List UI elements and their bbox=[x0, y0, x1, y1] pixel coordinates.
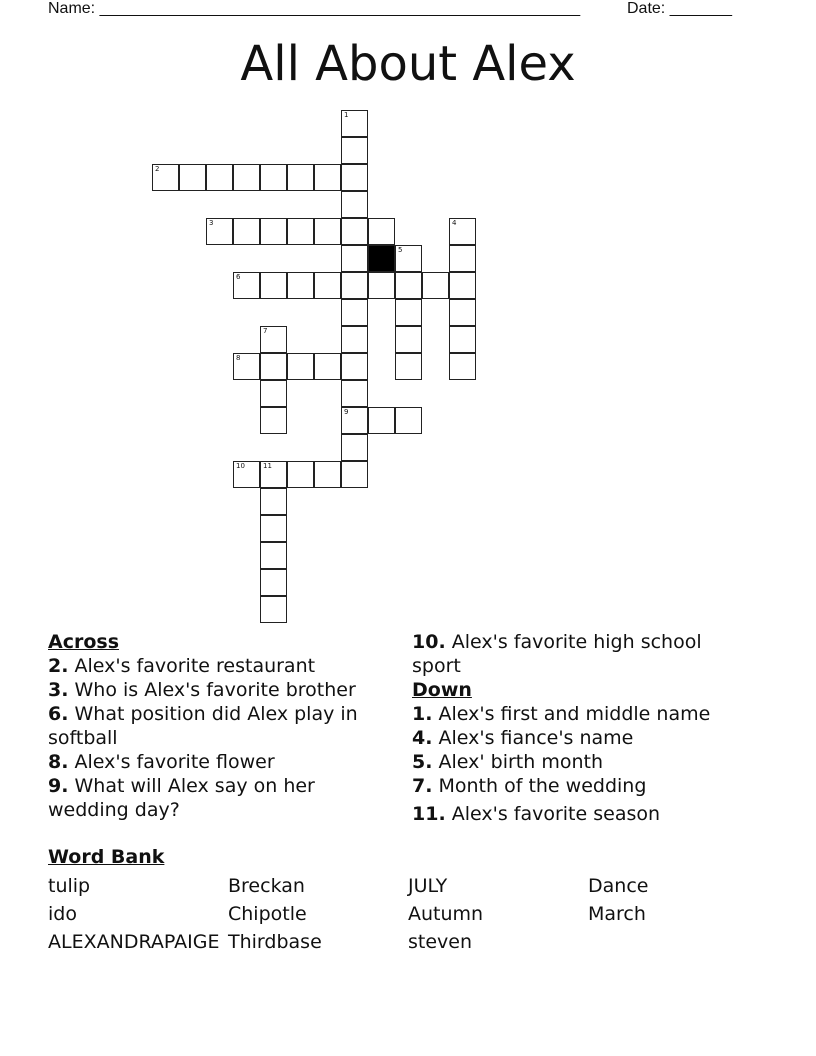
cell-number: 3 bbox=[209, 219, 214, 227]
word-bank-item: ALEXANDRAPAIGE bbox=[48, 931, 220, 953]
cell-number: 5 bbox=[398, 246, 403, 254]
crossword-cell[interactable] bbox=[287, 272, 314, 299]
cell-number: 7 bbox=[263, 327, 268, 335]
crossword-cell[interactable] bbox=[341, 218, 368, 245]
crossword-cell[interactable] bbox=[341, 407, 368, 434]
cell-number: 6 bbox=[236, 273, 241, 281]
crossword-cell[interactable] bbox=[368, 218, 395, 245]
page-title: All About Alex bbox=[240, 36, 576, 92]
crossword-cell[interactable] bbox=[287, 353, 314, 380]
word-bank-item: JULY bbox=[408, 875, 448, 897]
cell-number: 1 bbox=[344, 111, 349, 119]
crossword-cell[interactable] bbox=[260, 353, 287, 380]
crossword-cell[interactable] bbox=[314, 218, 341, 245]
cell-number: 4 bbox=[452, 219, 457, 227]
crossword-cell[interactable] bbox=[260, 488, 287, 515]
crossword-cell[interactable] bbox=[314, 461, 341, 488]
crossword-cell[interactable] bbox=[206, 164, 233, 191]
crossword-cell[interactable] bbox=[422, 272, 449, 299]
crossword-cell[interactable] bbox=[287, 218, 314, 245]
crossword-cell[interactable] bbox=[449, 218, 476, 245]
crossword-cell[interactable] bbox=[341, 299, 368, 326]
across-heading: Across bbox=[48, 631, 120, 653]
crossword-cell[interactable] bbox=[260, 407, 287, 434]
word-bank-item: Dance bbox=[588, 875, 649, 897]
name-field-label: Name: ______________________________________________________ bbox=[48, 0, 581, 17]
crossword-cell[interactable] bbox=[206, 218, 233, 245]
crossword-cell[interactable] bbox=[341, 326, 368, 353]
clue-down-1: 1. Alex's first and middle name bbox=[412, 703, 711, 725]
word-bank-item: Thirdbase bbox=[228, 931, 322, 953]
cell-number: 2 bbox=[155, 165, 160, 173]
crossword-cell[interactable] bbox=[395, 245, 422, 272]
word-bank-item: tulip bbox=[48, 875, 91, 897]
crossword-cell[interactable] bbox=[395, 353, 422, 380]
crossword-cell[interactable] bbox=[341, 380, 368, 407]
clue-down-4: 4. Alex's fiance's name bbox=[412, 727, 634, 749]
crossword-cell[interactable] bbox=[260, 164, 287, 191]
crossword-cell[interactable] bbox=[341, 272, 368, 299]
clue-across-6: 6. What position did Alex play in softball bbox=[48, 703, 358, 749]
crossword-cell[interactable] bbox=[341, 434, 368, 461]
down-heading: Down bbox=[412, 679, 472, 701]
crossword-cell[interactable] bbox=[260, 569, 287, 596]
crossword-cell[interactable] bbox=[395, 272, 422, 299]
crossword-cell[interactable] bbox=[449, 299, 476, 326]
clue-across-2: 2. Alex's favorite restaurant bbox=[48, 655, 316, 677]
date-field-label: Date: _______ bbox=[627, 0, 732, 17]
crossword-cell[interactable] bbox=[449, 326, 476, 353]
clue-across-3: 3. Who is Alex's favorite brother bbox=[48, 679, 356, 701]
crossword-cell[interactable] bbox=[260, 272, 287, 299]
crossword-cell[interactable] bbox=[341, 164, 368, 191]
crossword-cell[interactable] bbox=[233, 353, 260, 380]
crossword-cell[interactable] bbox=[260, 218, 287, 245]
crossword-cell[interactable] bbox=[449, 353, 476, 380]
crossword-cell[interactable] bbox=[287, 461, 314, 488]
crossword-cell[interactable] bbox=[287, 164, 314, 191]
crossword-cell[interactable] bbox=[260, 515, 287, 542]
crossword-cell[interactable] bbox=[341, 137, 368, 164]
crossword-cell[interactable] bbox=[341, 245, 368, 272]
word-bank-item: March bbox=[588, 903, 646, 925]
crossword-cell[interactable] bbox=[233, 461, 260, 488]
crossword-cell[interactable] bbox=[314, 353, 341, 380]
crossword-cell[interactable] bbox=[341, 353, 368, 380]
clue-down-11: 11. Alex's favorite season bbox=[412, 803, 661, 825]
down-clues bbox=[412, 630, 742, 826]
word-bank-item: ido bbox=[48, 903, 77, 925]
crossword-cell[interactable] bbox=[395, 407, 422, 434]
cell-number: 8 bbox=[236, 354, 241, 362]
word-bank-heading: Word Bank bbox=[48, 846, 165, 868]
crossword-cell[interactable] bbox=[260, 380, 287, 407]
word-bank-item: steven bbox=[408, 931, 473, 953]
clue-across-8: 8. Alex's favorite flower bbox=[48, 751, 275, 773]
crossword-cell[interactable] bbox=[152, 164, 179, 191]
crossword-cell[interactable] bbox=[368, 407, 395, 434]
cell-number: 11 bbox=[263, 462, 272, 470]
clue-across-10: 10. Alex's favorite high school sport bbox=[412, 631, 702, 677]
clue-across-9: 9. What will Alex say on her wedding day? bbox=[48, 775, 315, 821]
crossword-cell[interactable] bbox=[233, 272, 260, 299]
crossword-cell[interactable] bbox=[233, 164, 260, 191]
cell-number: 10 bbox=[236, 462, 245, 470]
crossword-cell[interactable] bbox=[368, 272, 395, 299]
word-bank-item: Chipotle bbox=[228, 903, 307, 925]
crossword-cell[interactable] bbox=[314, 272, 341, 299]
crossword-cell[interactable] bbox=[314, 164, 341, 191]
crossword-cell[interactable] bbox=[260, 326, 287, 353]
word-bank-item: Autumn bbox=[408, 903, 484, 925]
word-bank-item: Breckan bbox=[228, 875, 305, 897]
crossword-cell[interactable] bbox=[449, 245, 476, 272]
across-clues bbox=[48, 630, 393, 822]
crossword-cell[interactable] bbox=[260, 461, 287, 488]
crossword-cell[interactable] bbox=[395, 326, 422, 353]
clue-down-5: 5. Alex' birth month bbox=[412, 751, 603, 773]
crossword-cell[interactable] bbox=[395, 299, 422, 326]
crossword-cell[interactable] bbox=[260, 542, 287, 569]
crossword-cell[interactable] bbox=[341, 461, 368, 488]
crossword-cell[interactable] bbox=[260, 596, 287, 623]
cell-number: 9 bbox=[344, 408, 349, 416]
crossword-blocked-cell bbox=[368, 245, 395, 272]
crossword-cell[interactable] bbox=[179, 164, 206, 191]
crossword-cell[interactable] bbox=[341, 110, 368, 137]
crossword-cell[interactable] bbox=[341, 191, 368, 218]
clue-down-7: 7. Month of the wedding bbox=[412, 775, 647, 797]
crossword-cell[interactable] bbox=[233, 218, 260, 245]
crossword-cell[interactable] bbox=[449, 272, 476, 299]
